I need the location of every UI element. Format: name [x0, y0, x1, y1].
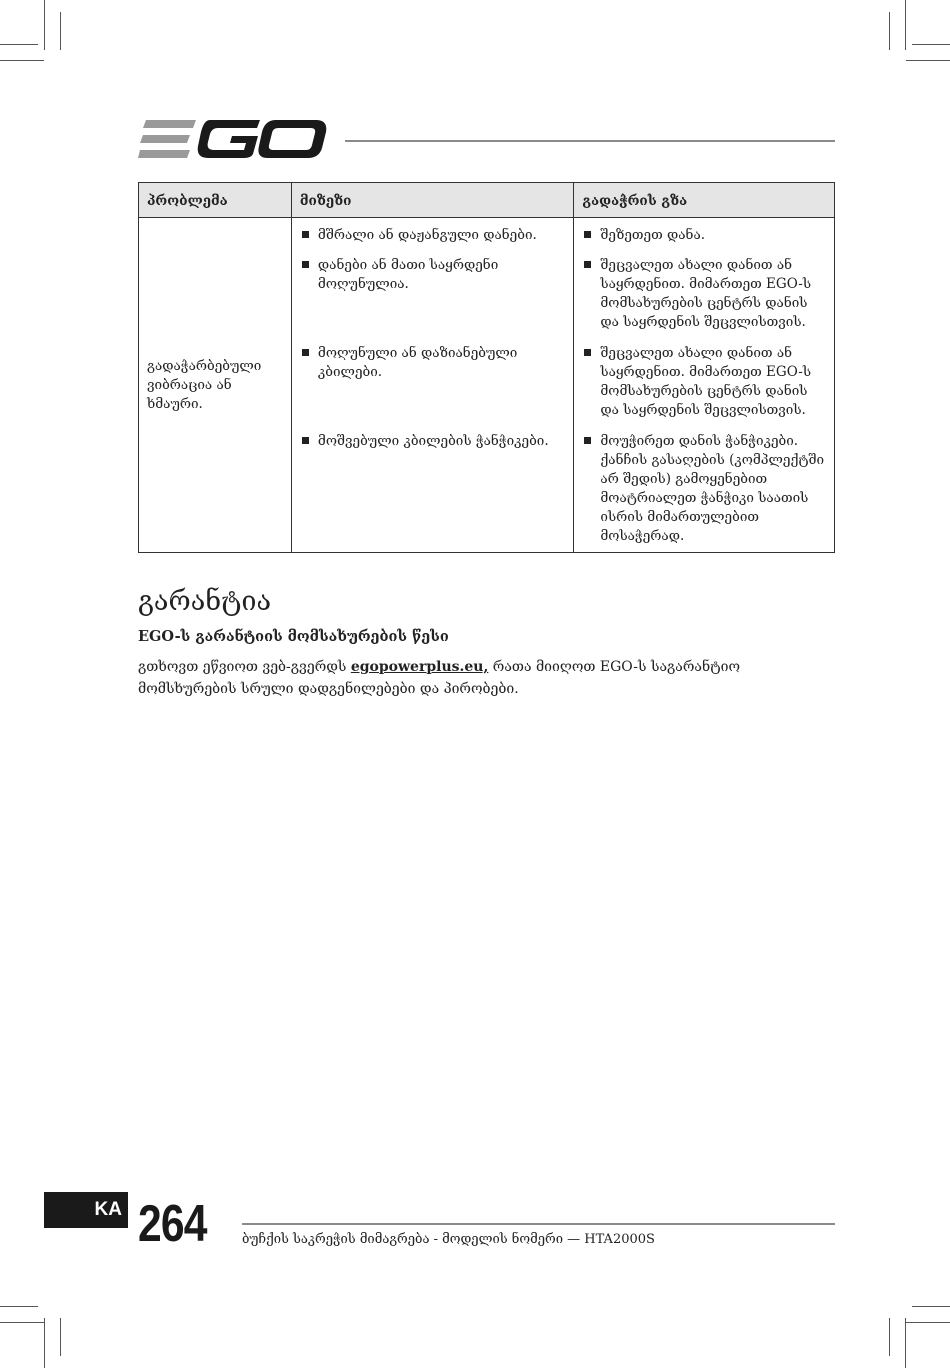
- crop-mark: [60, 1318, 61, 1356]
- language-badge: KA: [44, 1192, 128, 1228]
- footer-rule: [242, 1223, 835, 1225]
- crop-mark: [0, 44, 38, 45]
- solution-cell: [574, 218, 835, 553]
- solution-item: შეცვალეთ ახალი დანით ან საყრდენით. მიმართეთ EGO-ს მომსახურების ცენტრს დანის და საყრდენის შეცვლისთვის.: [582, 344, 826, 432]
- crop-mark: [0, 60, 44, 61]
- problem-cell: გადაჭარბებული ვიბრაცია ან ხმაური.: [139, 218, 292, 553]
- solution-item: შეზეთეთ დანა.: [582, 226, 826, 256]
- cause-cell: [291, 218, 573, 553]
- crop-mark: [44, 0, 45, 50]
- cause-item: დანები ან მათი საყრდენი მოღუნულია.: [300, 256, 565, 344]
- page-number: 264: [138, 1195, 207, 1253]
- header-cause: მიზეზი: [291, 183, 573, 218]
- crop-mark: [0, 1306, 38, 1307]
- crop-mark: [889, 1318, 890, 1356]
- crop-mark: [912, 1306, 950, 1307]
- ego-logo: [138, 116, 328, 164]
- warranty-title: გარანტია: [138, 586, 272, 617]
- crop-mark: [889, 12, 890, 50]
- crop-mark: [44, 1318, 45, 1368]
- crop-mark: [912, 44, 950, 45]
- solution-item: მოუჭირეთ დანის ჭანჭიკები. ქანჩის გასაღების (კომპლექტში არ შედის) გამოყენებით მოატრიალეთ ჭანჭიკი საათის ისრის მიმართულებით მოსაჭერად.: [582, 432, 826, 546]
- header-solution: გადაჭრის გზა: [574, 183, 835, 218]
- warranty-link[interactable]: egopowerplus.eu,: [350, 659, 489, 675]
- cause-item: მოშვებული კბილების ჭანჭიკები.: [300, 432, 565, 451]
- cause-item: მშრალი ან დაჟანგული დანები.: [300, 226, 565, 256]
- warranty-body: [138, 656, 835, 700]
- header-problem: პრობლემა: [139, 183, 292, 218]
- crop-mark: [905, 0, 906, 50]
- table-row: [139, 218, 835, 553]
- warranty-subtitle: EGO-ს გარანტიის მომსახურების წესი: [138, 628, 449, 645]
- crop-mark: [0, 1322, 44, 1323]
- warranty-text: რათა მიიღოთ EGO-ს საგარანტიო მომსხურების სრული დადგენილებები და პირობები.: [138, 659, 741, 697]
- solution-item: შეცვალეთ ახალი დანით ან საყრდენით. მიმართეთ EGO-ს მომსახურების ცენტრს დანის და საყრდენის შეცვლისთვის.: [582, 256, 826, 344]
- footer-text: ბუჩქის საკრეჭის მიმაგრება - მოდელის ნომერი — HTA2000S: [242, 1232, 655, 1247]
- crop-mark: [60, 12, 61, 50]
- header-rule: [345, 140, 835, 142]
- crop-mark: [906, 60, 950, 61]
- warranty-text: გთხოვთ ეწვიოთ ვებ-გვერდს: [138, 659, 351, 675]
- crop-mark: [905, 1318, 906, 1368]
- crop-mark: [906, 1322, 950, 1323]
- cause-item: მოღუნული ან დაზიანებული კბილები.: [300, 344, 565, 432]
- troubleshooting-table: [138, 182, 835, 553]
